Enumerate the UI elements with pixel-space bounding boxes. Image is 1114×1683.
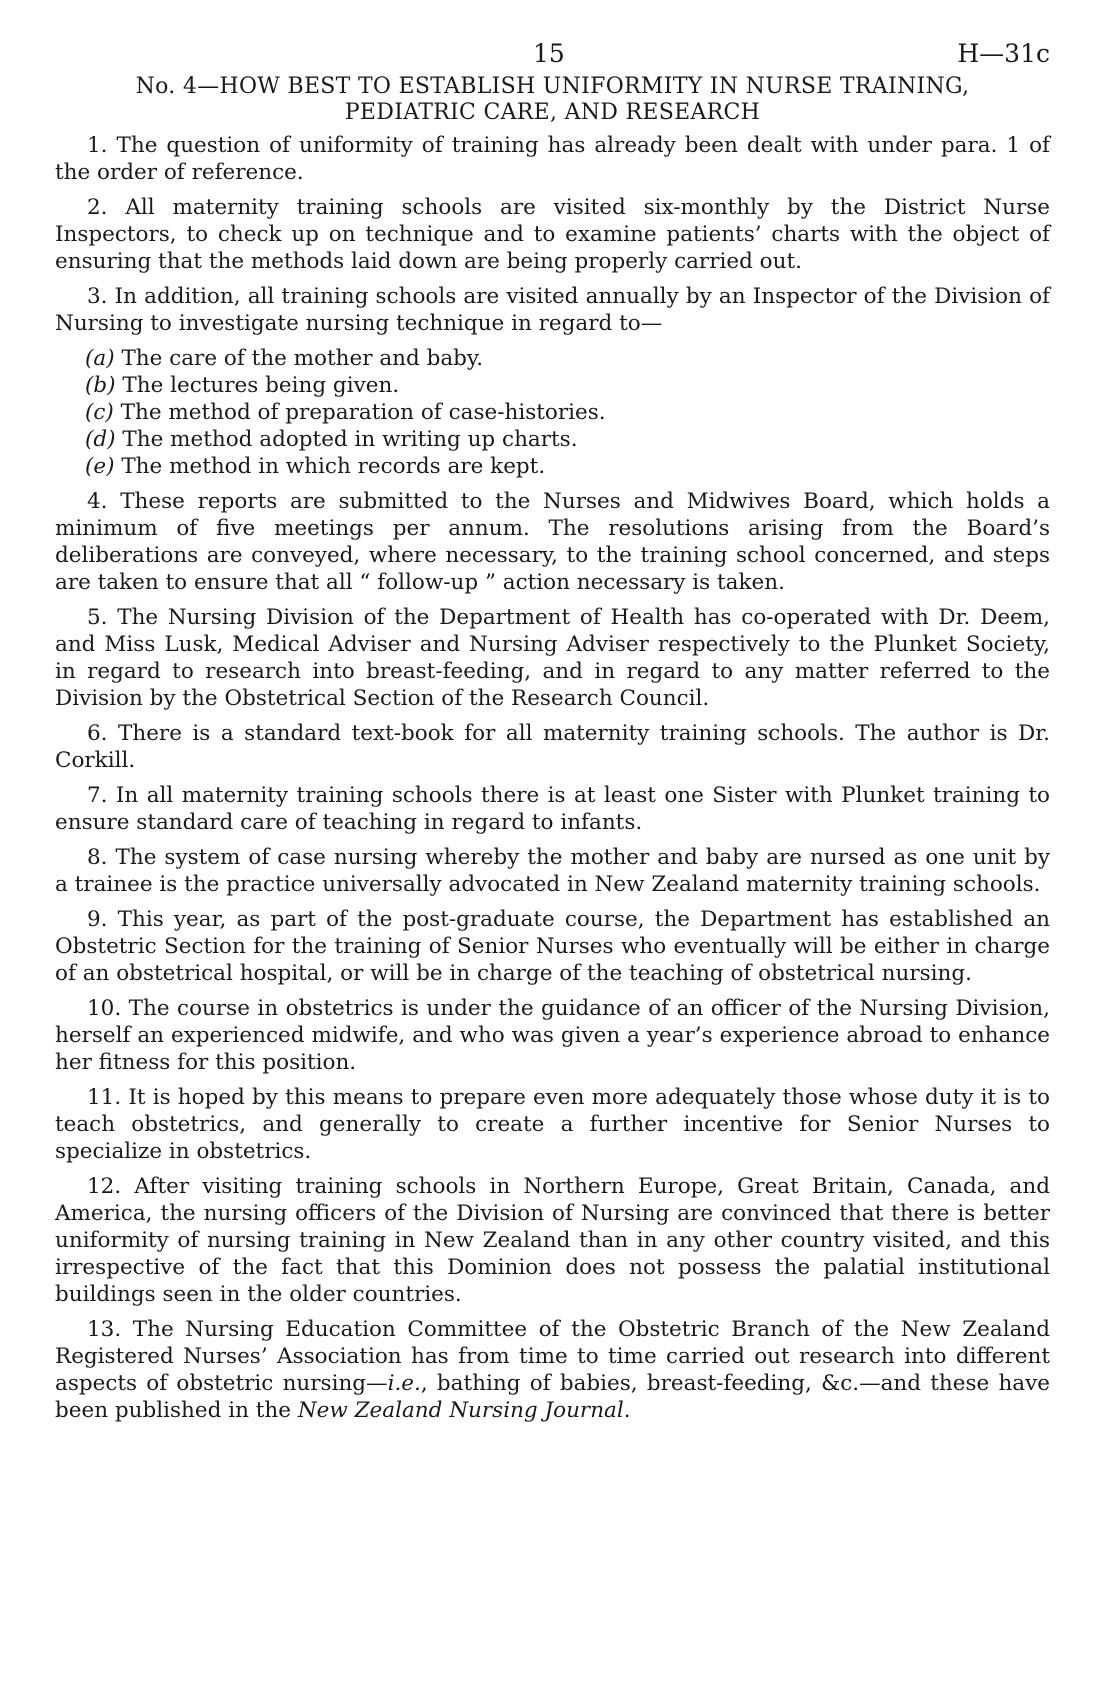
paragraph-4: 4. These reports are submitted to the Nurses and Midwives Board, which holds a minimum of five meetings per annum. The resolutions arising from the Board’s deliberations are conveyed, where necessary, to the training school concerned, and steps are taken to ensure that all “ follow-up ” action necessary is taken. <box>55 489 1050 595</box>
list-item <box>85 345 1050 372</box>
list-item <box>85 453 1050 480</box>
list-text: The method adopted in writing up charts. <box>115 427 578 452</box>
list-letter: (c) <box>85 400 114 425</box>
paragraph-2: 2. All maternity training schools are visited six-monthly by the District Nurse Inspectors, to check up on technique and to examine patients’ charts with the object of ensuring that the methods laid down are being properly carried out. <box>55 195 1050 274</box>
heading-line-1: No. 4—HOW BEST TO ESTABLISH UNIFORMITY IN NURSE TRAINING, <box>135 74 970 99</box>
paragraph-13-start: 13. The Nursing Education Committee of the Obstetric Branch of the New Zealand Registered Nurses’ Association has from time to time carried out research into different aspects of obstetric nursing— <box>55 1317 1050 1396</box>
paragraph-13-end: . <box>623 1398 631 1423</box>
paragraph-3: 3. In addition, all training schools are visited annually by an Inspector of the Division of Nursing to investigate nursing technique in regard to— <box>55 284 1050 336</box>
paragraph-12: 12. After visiting training schools in Northern Europe, Great Britain, Canada, and America, the nursing officers of the Division of Nursing are convinced that there is better uniformity of nursing training in New Zealand than in any other country visited, and this irrespective of the fact that this Dominion does not possess the palatial institutional buildings seen in the older countries. <box>55 1174 1050 1307</box>
paragraph-8: 8. The system of case nursing whereby the mother and baby are nursed as one unit by a trainee is the practice universally advocated in New Zealand maternity training schools. <box>55 845 1050 897</box>
list-letter: (d) <box>85 427 116 452</box>
technique-list <box>85 345 1050 480</box>
list-item <box>85 399 1050 426</box>
document-code: H—31c <box>957 39 1050 68</box>
list-letter: (a) <box>85 346 115 371</box>
page-header <box>55 30 1050 74</box>
paragraph-1: 1. The question of uniformity of training has already been dealt with under para. 1 of the order of reference. <box>55 133 1050 185</box>
paragraph-13 <box>55 1316 1050 1424</box>
paragraph-13-middle: , bathing of babies, breast-feeding, &c.—and these have been published in the <box>55 1371 1050 1423</box>
list-letter: (b) <box>85 373 116 398</box>
list-letter: (e) <box>85 454 115 479</box>
journal-title: New Zealand Nursing Journal <box>297 1398 624 1423</box>
list-text: The lectures being given. <box>115 373 400 398</box>
paragraph-9: 9. This year, as part of the post-graduate course, the Department has established an Obstetric Section for the training of Senior Nurses who eventually will be either in charge of an obstetrical hospital, or will be in charge of the teaching of obstetrical nursing. <box>55 907 1050 986</box>
document-page <box>55 30 1050 1432</box>
paragraph-13-ie: i.e. <box>387 1371 421 1396</box>
page-number: 15 <box>533 39 565 68</box>
paragraph-7: 7. In all maternity training schools there is at least one Sister with Plunket training to ensure standard care of teaching in regard to infants. <box>55 783 1050 835</box>
list-text: The method of preparation of case-histories. <box>113 400 606 425</box>
paragraph-10: 10. The course in obstetrics is under the guidance of an officer of the Nursing Division, herself an experienced midwife, and who was given a year’s experience abroad to enhance her fitness for this position. <box>55 996 1050 1075</box>
paragraph-5: 5. The Nursing Division of the Department of Health has co-operated with Dr. Deem, and Miss Lusk, Medical Adviser and Nursing Adviser respectively to the Plunket Society, in regard to research into breast-feeding, and in regard to any matter referred to the Division by the Obstetrical Section of the Research Council. <box>55 605 1050 711</box>
paragraph-11: 11. It is hoped by this means to prepare even more adequately those whose duty it is to teach obstetrics, and generally to create a further incentive for Senior Nurses to specialize in obstetrics. <box>55 1085 1050 1164</box>
list-text: The method in which records are kept. <box>114 454 546 479</box>
heading-line-2: PEDIATRIC CARE, AND RESEARCH <box>344 100 761 125</box>
list-text: The care of the mother and baby. <box>114 346 484 371</box>
section-heading <box>55 74 1050 126</box>
list-item <box>85 426 1050 453</box>
paragraph-6: 6. There is a standard text-book for all maternity training schools. The author is Dr. Corkill. <box>55 721 1050 773</box>
list-item <box>85 372 1050 399</box>
